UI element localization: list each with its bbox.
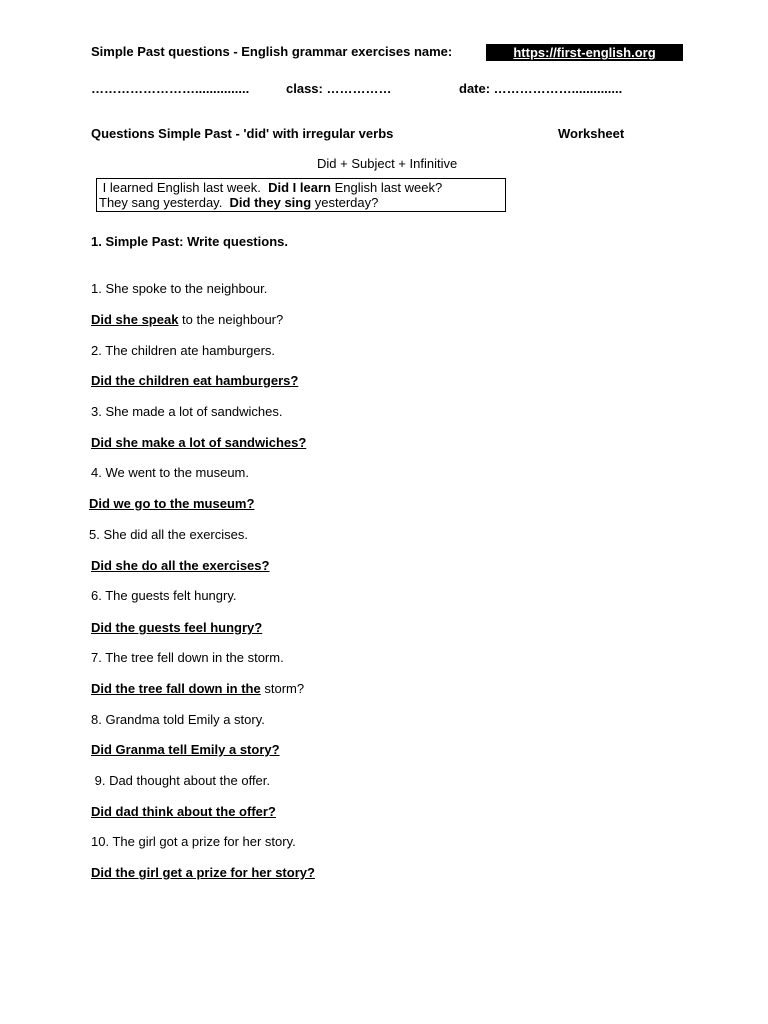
answer-bold: Did the children eat hamburgers? xyxy=(91,373,299,388)
list-item-answer xyxy=(91,742,280,757)
list-item-sentence: 6. The guests felt hungry. xyxy=(91,588,237,603)
worksheet-title: Simple Past questions - English grammar exercises name: xyxy=(91,44,453,59)
name-field-dots: ……………………............... xyxy=(91,81,250,96)
example-2-question-rest: yesterday? xyxy=(311,195,379,210)
list-item-answer xyxy=(91,558,269,573)
example-1-question-verb: Did I learn xyxy=(268,180,331,195)
list-item-sentence: 5. She did all the exercises. xyxy=(89,527,248,542)
grammar-formula: Did + Subject + Infinitive xyxy=(317,156,458,171)
date-field: date: ……………….............. xyxy=(459,81,623,96)
answer-rest: storm? xyxy=(260,681,305,696)
list-item-answer xyxy=(91,435,306,450)
answer-bold: Did she do all the exercises? xyxy=(91,558,270,573)
example-1-question-rest: English last week? xyxy=(330,180,443,195)
list-item-sentence: 9. Dad thought about the offer. xyxy=(91,773,271,788)
list-item-answer xyxy=(89,496,254,511)
answer-bold: Did she make a lot of sandwiches? xyxy=(91,435,307,450)
list-item-answer xyxy=(91,681,304,696)
list-item-sentence: 1. She spoke to the neighbour. xyxy=(91,281,268,296)
example-2-statement: They sang yesterday. xyxy=(99,195,230,210)
list-item-answer xyxy=(91,620,262,635)
class-field: class: …………… xyxy=(286,81,392,96)
example-box xyxy=(96,178,506,212)
list-item-sentence: 10. The girl got a prize for her story. xyxy=(91,834,296,849)
answer-bold: Did the girl get a prize for her story? xyxy=(91,865,315,880)
answer-bold: Did she speak xyxy=(91,312,179,327)
list-item-answer xyxy=(91,373,298,388)
list-item-sentence: 7. The tree fell down in the storm. xyxy=(91,650,284,665)
answer-rest: to the neighbour? xyxy=(178,312,284,327)
exercise-heading: 1. Simple Past: Write questions. xyxy=(91,234,288,249)
answer-bold: Did the tree fall down in the xyxy=(91,681,261,696)
worksheet-subtitle: Questions Simple Past - 'did' with irregular verbs xyxy=(91,126,394,141)
example-2-question-verb: Did they sing xyxy=(229,195,312,210)
answer-bold: Did Granma tell Emily a story? xyxy=(91,742,280,757)
example-line-2 xyxy=(99,195,378,210)
worksheet-type-label: Worksheet xyxy=(558,126,625,141)
list-item-sentence: 8. Grandma told Emily a story. xyxy=(91,712,265,727)
answer-bold: Did we go to the museum? xyxy=(89,496,255,511)
example-1-statement: I learned English last week. xyxy=(99,180,269,195)
list-item-answer xyxy=(91,312,283,327)
site-url-text: https://first-english.org xyxy=(513,45,656,60)
list-item-sentence: 4. We went to the museum. xyxy=(91,465,249,480)
site-url-link[interactable] xyxy=(486,44,683,61)
list-item-answer xyxy=(91,865,315,880)
answer-bold: Did dad think about the offer? xyxy=(91,804,276,819)
list-item-sentence: 2. The children ate hamburgers. xyxy=(91,343,276,358)
example-line-1 xyxy=(99,180,442,195)
list-item-answer xyxy=(91,804,276,819)
list-item-sentence: 3. She made a lot of sandwiches. xyxy=(91,404,283,419)
answer-bold: Did the guests feel hungry? xyxy=(91,620,263,635)
